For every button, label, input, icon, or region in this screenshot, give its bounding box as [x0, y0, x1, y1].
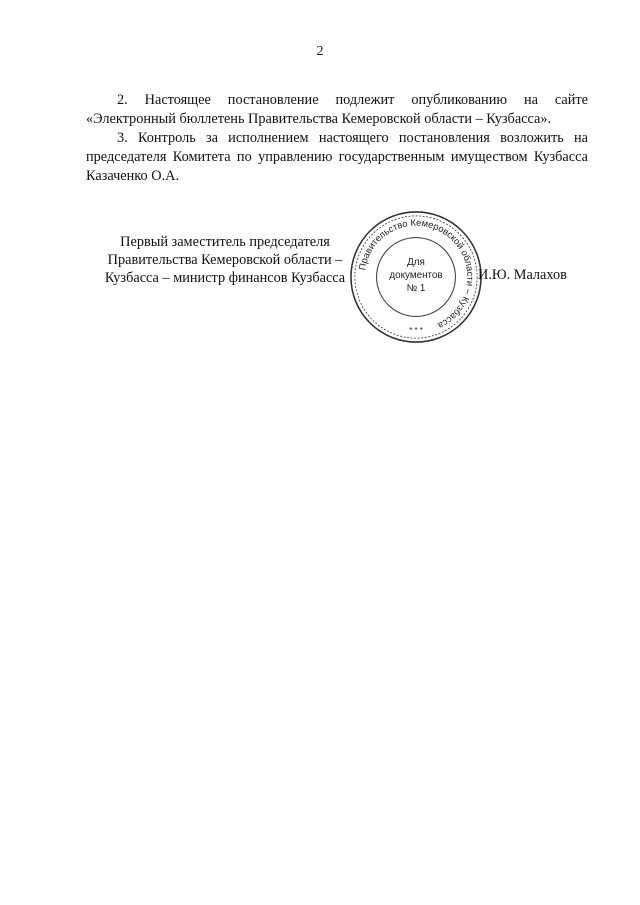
- seal-outer-text: Правительство Кемеровской области – Кузбасса: [357, 217, 476, 331]
- paragraph-control: 3. Контроль за исполнением настоящего постановления возложить на председателя Комитета по управлению государственным имуществом Кузбасса Казаченко О.А.: [86, 130, 588, 184]
- page-number: 2: [316, 44, 324, 59]
- paragraph-publication: 2. Настоящее постановление подлежит опубликованию на сайте «Электронный бюллетень Правительства Кемеровской области – Кузбасса».: [86, 92, 588, 127]
- official-seal-stamp: [347, 208, 485, 346]
- position-line: Правительства Кемеровской области –: [107, 252, 343, 268]
- seal-inner-line: документов: [389, 269, 443, 281]
- signatory-position: [80, 233, 370, 287]
- position-line: Первый заместитель председателя: [120, 234, 330, 250]
- signer-name: И.Ю. Малахов: [478, 267, 567, 283]
- document-body: [86, 91, 588, 186]
- seal-graphic: [347, 208, 485, 346]
- seal-stars: * * *: [409, 326, 423, 336]
- seal-inner-line: Для: [407, 257, 425, 269]
- position-line: Кузбасса – министр финансов Кузбасса: [104, 270, 346, 286]
- seal-inner-line: № 1: [406, 282, 426, 294]
